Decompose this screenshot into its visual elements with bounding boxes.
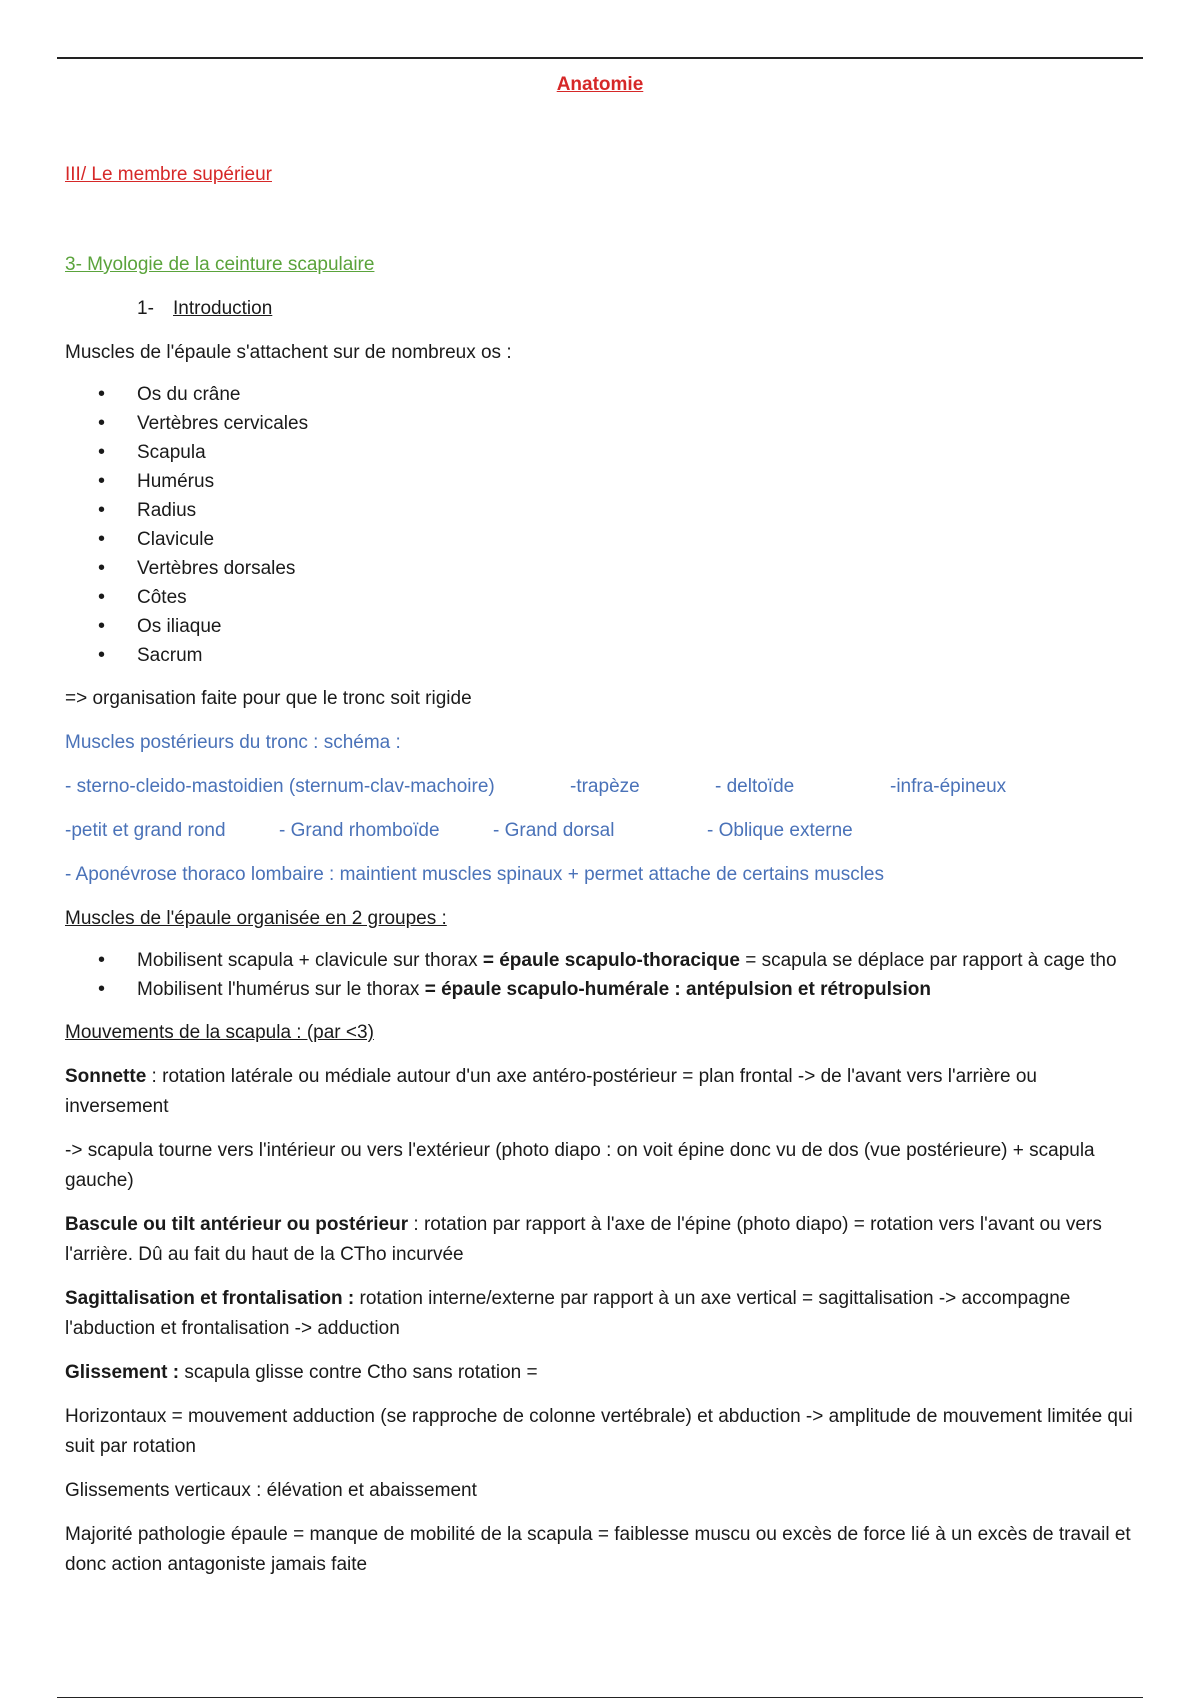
- bullet-icon: •: [98, 615, 106, 637]
- bullet-icon: •: [98, 978, 106, 1000]
- bullet-icon: •: [98, 441, 106, 463]
- bullet-icon: •: [98, 557, 106, 579]
- glissement-paragraph: Glissement : scapula glisse contre Ctho sans rotation =: [65, 1362, 538, 1383]
- horizontaux-paragraph: Horizontaux = mouvement adduction (se rapproche de colonne vertébrale) et abduction -> amplitude de mouvement limitée qui suit par rotation: [65, 1406, 1133, 1457]
- list-item: • Mobilisent scapula + clavicule sur thorax = épaule scapulo-thoracique = scapula se déplace par rapport à cage tho: [65, 946, 1135, 975]
- subsection-heading: 3- Myologie de la ceinture scapulaire: [65, 254, 375, 275]
- list-item: • Scapula: [65, 438, 1135, 467]
- bottom-rule: [57, 1697, 1143, 1698]
- muscle-item: - Grand dorsal: [493, 820, 615, 841]
- list-item: • Os du crâne: [65, 380, 1135, 409]
- bullet-icon: •: [98, 412, 106, 434]
- page-title: Anatomie: [556, 74, 644, 95]
- muscle-item: -trapèze: [570, 776, 640, 797]
- list-item: • Os iliaque: [65, 612, 1135, 641]
- list-item: • Humérus: [65, 467, 1135, 496]
- sagittal-paragraph: Sagittalisation et frontalisation : rotation interne/externe par rapport à un axe vertical = sagittalisation -> accompagne l'abduction et frontalisation -> adduction: [65, 1288, 1071, 1339]
- attach-intro: Muscles de l'épaule s'attachent sur de nombreux os :: [65, 342, 512, 363]
- bullet-icon: •: [98, 499, 106, 521]
- sonnette-note: -> scapula tourne vers l'intérieur ou vers l'extérieur (photo diapo : on voit épine donc vu de dos (vue postérieure) + scapula gauche): [65, 1140, 1095, 1191]
- top-rule: [57, 57, 1143, 59]
- bullet-icon: •: [98, 528, 106, 550]
- posterior-muscles-row-2: [65, 816, 1135, 846]
- bullet-icon: •: [98, 644, 106, 666]
- intro-label: Introduction: [173, 298, 273, 319]
- list-item: • Radius: [65, 496, 1135, 525]
- bullet-icon: •: [98, 383, 106, 405]
- intro-heading: [65, 294, 1135, 324]
- organisation-note: => organisation faite pour que le tronc soit rigide: [65, 688, 472, 709]
- bones-list: [65, 380, 1135, 670]
- verticaux-paragraph: Glissements verticaux : élévation et abaissement: [65, 1480, 477, 1501]
- movements-title: Mouvements de la scapula : (par <3): [65, 1022, 374, 1043]
- list-item: • Côtes: [65, 583, 1135, 612]
- muscle-item: -petit et grand rond: [65, 820, 226, 841]
- bullet-icon: •: [98, 949, 106, 971]
- document-page: [65, 70, 1135, 1580]
- list-item: • Vertèbres cervicales: [65, 409, 1135, 438]
- bullet-icon: •: [98, 470, 106, 492]
- aponevrose-note: - Aponévrose thoraco lombaire : maintient muscles spinaux + permet attache de certains muscles: [65, 864, 884, 885]
- intro-number: 1-: [137, 298, 154, 319]
- groups-list: [65, 946, 1135, 1004]
- groups-title: Muscles de l'épaule organisée en 2 groupes :: [65, 908, 447, 929]
- muscle-item: - Oblique externe: [707, 820, 853, 841]
- muscle-item: - sterno-cleido-mastoidien (sternum-clav-machoire): [65, 776, 495, 797]
- list-item: • Sacrum: [65, 641, 1135, 670]
- majorite-paragraph: Majorité pathologie épaule = manque de mobilité de la scapula = faiblesse muscu ou excès de force lié à un excès de travail et donc action antagoniste jamais faite: [65, 1524, 1131, 1575]
- section-heading: III/ Le membre supérieur: [65, 164, 272, 185]
- bascule-paragraph: Bascule ou tilt antérieur ou postérieur : rotation par rapport à l'axe de l'épine (photo diapo) = rotation vers l'avant ou vers l'arrière. Dû au fait du haut de la CTho incurvée: [65, 1214, 1102, 1265]
- list-item: • Vertèbres dorsales: [65, 554, 1135, 583]
- posterior-title: Muscles postérieurs du tronc : schéma :: [65, 732, 401, 753]
- muscle-item: - deltoïde: [715, 776, 795, 797]
- bullet-icon: •: [98, 586, 106, 608]
- sonnette-paragraph: Sonnette : rotation latérale ou médiale autour d'un axe antéro-postérieur = plan frontal -> de l'avant vers l'arrière ou inversement: [65, 1066, 1037, 1117]
- muscle-item: - Grand rhomboïde: [279, 820, 440, 841]
- muscle-item: -infra-épineux: [890, 776, 1007, 797]
- posterior-muscles-row-1: [65, 772, 1135, 802]
- list-item: • Clavicule: [65, 525, 1135, 554]
- list-item: • Mobilisent l'humérus sur le thorax = épaule scapulo-humérale : antépulsion et rétropulsion: [65, 975, 1135, 1004]
